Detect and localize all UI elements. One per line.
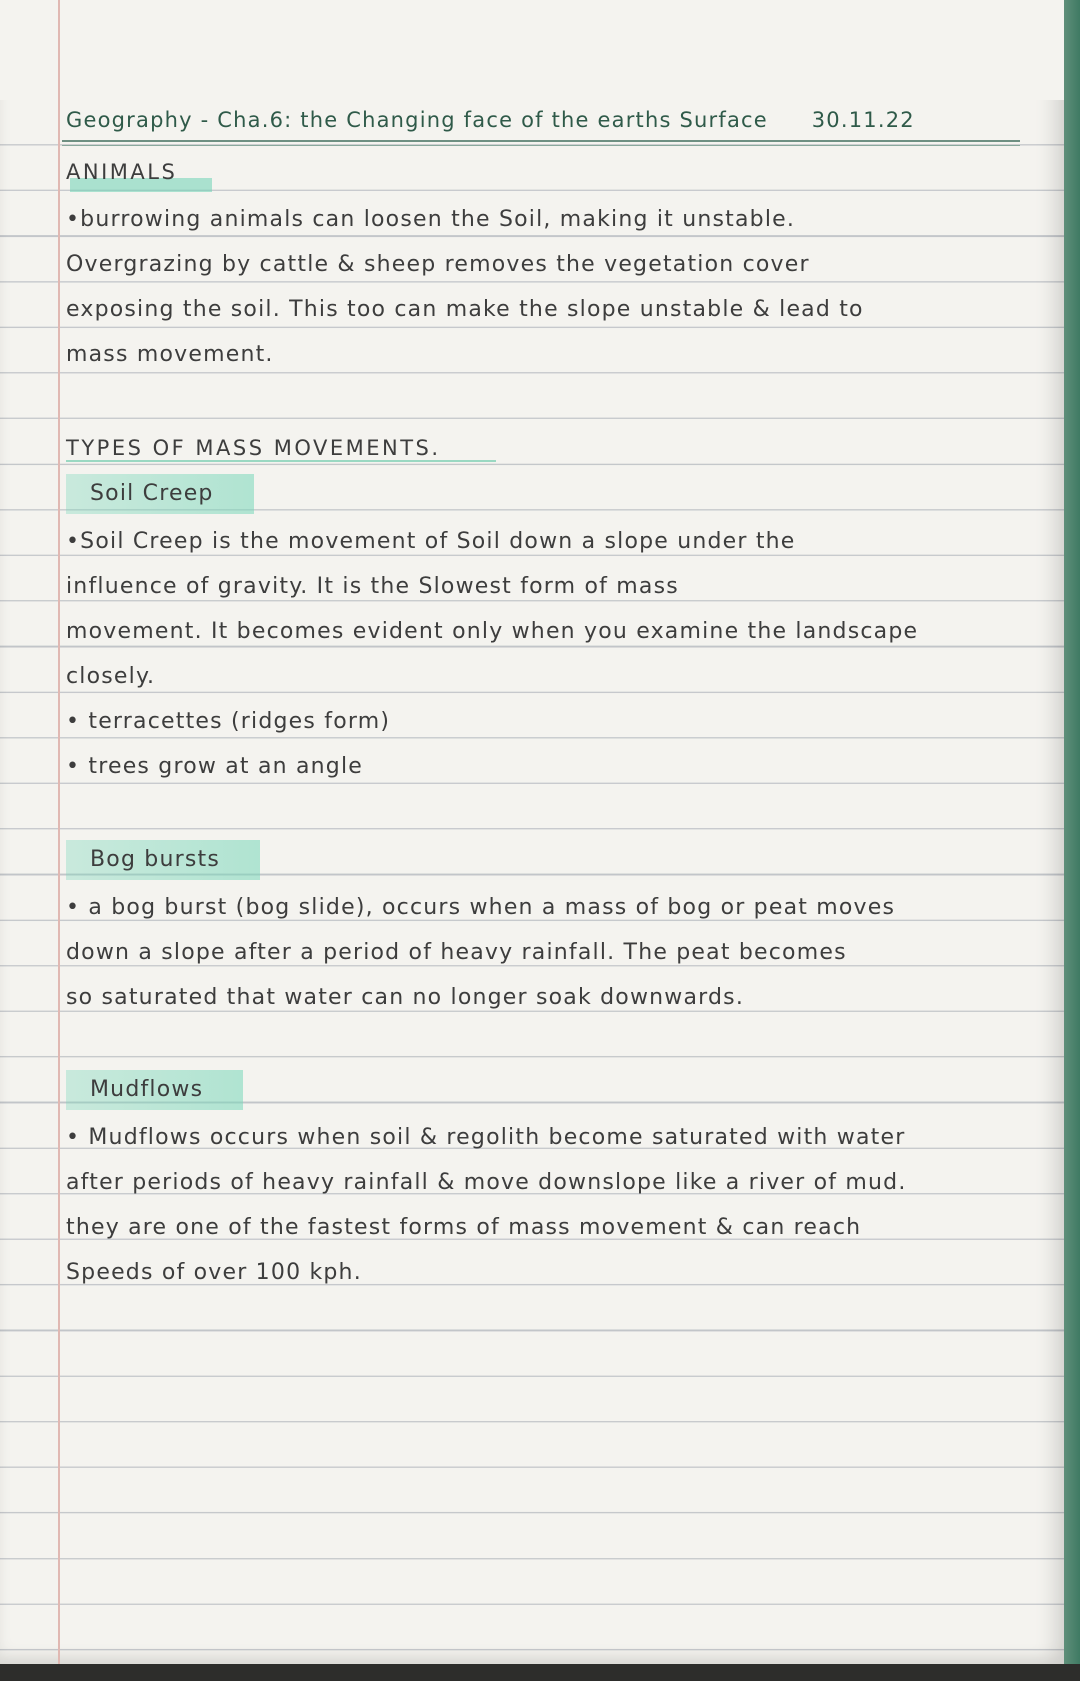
types-underline (66, 460, 496, 462)
soil-creep-line-5: • terracettes (ridges form) (66, 709, 391, 734)
bog-bursts-heading-line (66, 840, 260, 880)
soil-creep-line-3: movement. It becomes evident only when you examine the landscape (66, 619, 919, 644)
mudflows-line-4: Speeds of over 100 kph. (66, 1260, 362, 1285)
animals-line-3: exposing the soil. This too can make the slope unstable & lead to (66, 297, 864, 322)
animals-heading: ANIMALS (66, 160, 178, 184)
mudflows-heading: Mudflows (66, 1070, 243, 1110)
animals-line-2: Overgrazing by cattle & sheep removes the vegetation cover (66, 252, 810, 277)
margin-line (58, 0, 60, 1664)
title-underline (62, 140, 1020, 142)
title-underline-2 (62, 145, 1020, 146)
bog-bursts-line-1: • a bog burst (bog slide), occurs when a mass of bog or peat moves (66, 895, 896, 920)
soil-creep-line-2: influence of gravity. It is the Slowest form of mass (66, 574, 679, 599)
soil-creep-line-6: • trees grow at an angle (66, 754, 364, 779)
mudflows-line-2: after periods of heavy rainfall & move downslope like a river of mud. (66, 1170, 907, 1195)
types-heading: TYPES OF MASS MOVEMENTS. (66, 436, 441, 460)
animals-line-1: •burrowing animals can loosen the Soil, making it unstable. (66, 207, 796, 232)
mudflows-line-3: they are one of the fastest forms of mass movement & can reach (66, 1215, 862, 1240)
page-title-line (66, 100, 915, 140)
bog-bursts-line-3: so saturated that water can no longer soak downwards. (66, 985, 745, 1010)
soil-creep-line-1: •Soil Creep is the movement of Soil down a slope under the (66, 529, 796, 554)
bog-bursts-heading: Bog bursts (66, 840, 260, 880)
mudflows-heading-line (66, 1070, 243, 1110)
page-title: Geography - Cha.6: the Changing face of the earths Surface (66, 108, 768, 132)
bog-bursts-line-2: down a slope after a period of heavy rainfall. The peat becomes (66, 940, 847, 965)
notebook-cover-edge (1064, 0, 1080, 1664)
animals-line-4: mass movement. (66, 342, 274, 367)
soil-creep-heading-line (66, 474, 254, 514)
bottom-edge (0, 1664, 1080, 1681)
soil-creep-line-4: closely. (66, 664, 156, 689)
page-date: 30.11.22 (811, 108, 915, 132)
mudflows-line-1: • Mudflows occurs when soil & regolith become saturated with water (66, 1125, 906, 1150)
soil-creep-heading: Soil Creep (66, 474, 254, 514)
